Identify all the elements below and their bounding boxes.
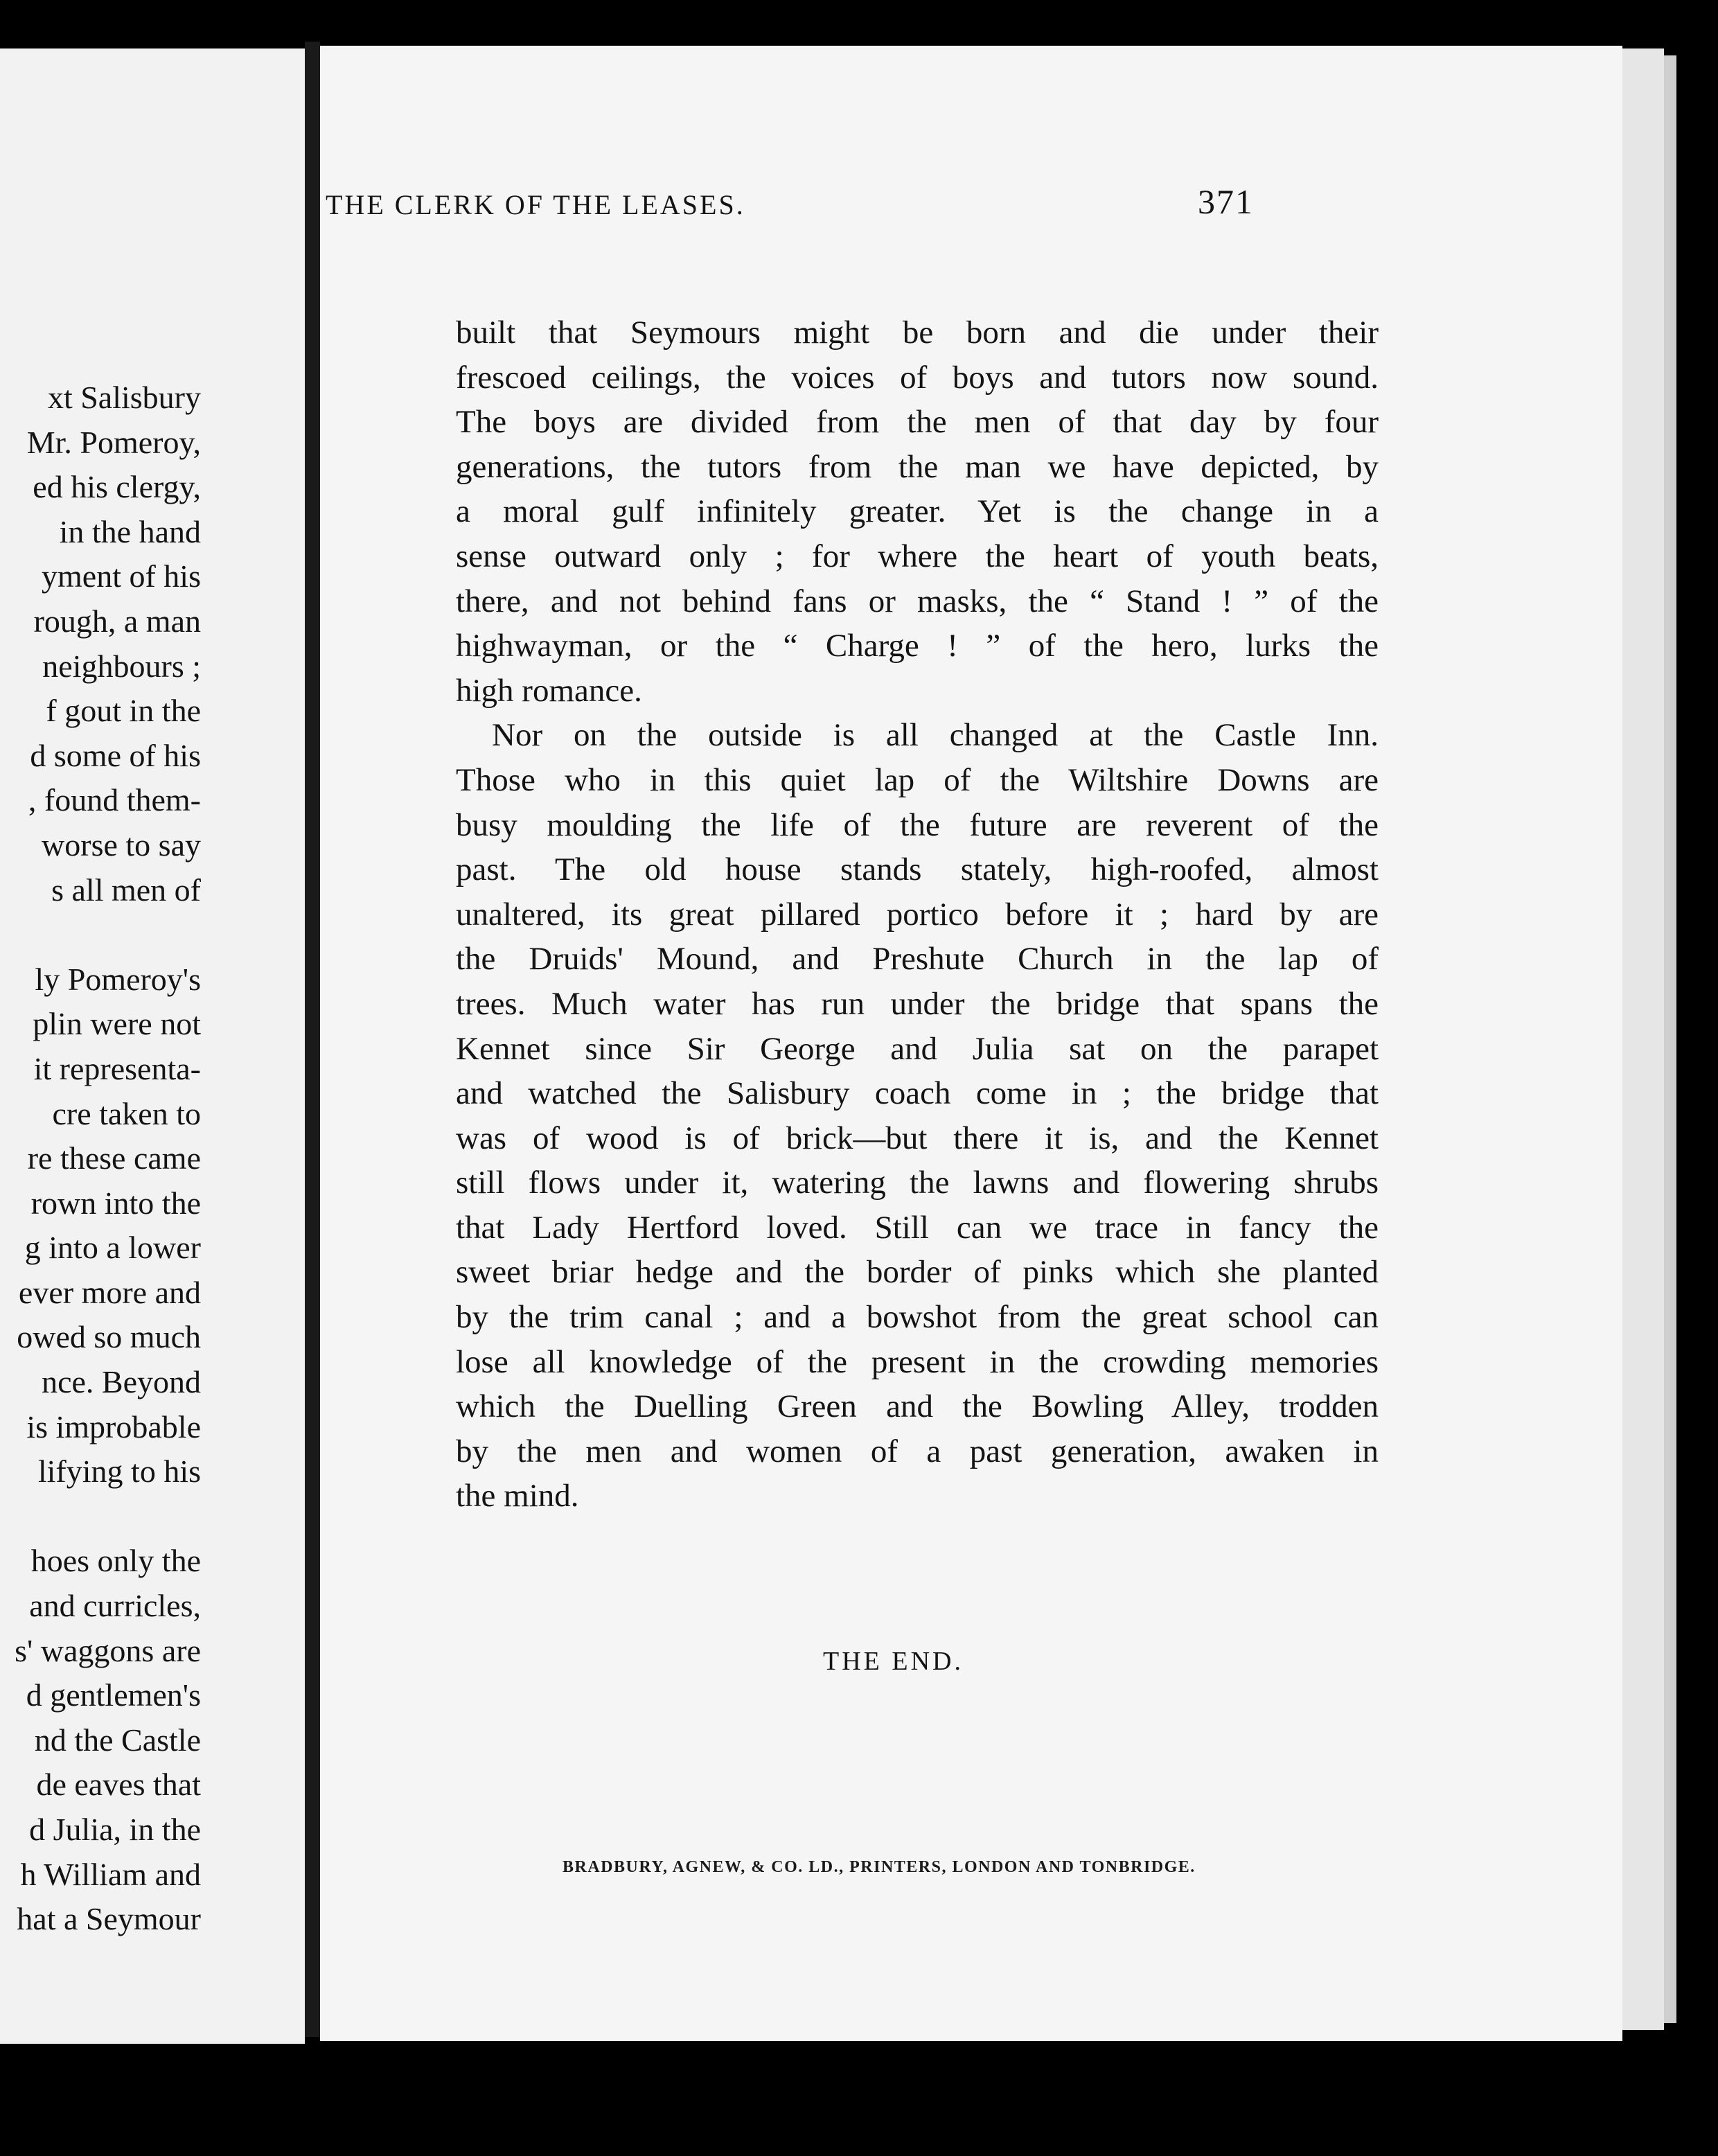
left-page-line: ever more and (18, 1274, 201, 1310)
left-page-line: d Julia, in the (29, 1812, 201, 1847)
page-edge-shadow (1664, 55, 1676, 2023)
text-line: unaltered, its great pillared portico before it ; hard by are (456, 896, 1379, 933)
text-line: still flows under it, watering the lawns and flowering shrubs (456, 1165, 1379, 1201)
left-page-line: cre taken to (52, 1095, 201, 1131)
left-page-line: re these came (27, 1140, 201, 1176)
left-page-line: plin were not (33, 1006, 201, 1042)
text-line: sense outward only ; for where the heart of youth beats, (456, 538, 1379, 574)
text-line: The boys are divided from the men of that day by four (456, 404, 1379, 441)
left-page-line: , found them- (28, 782, 201, 818)
left-page-line: nce. Beyond (42, 1364, 201, 1400)
left-page-line: rown into the (30, 1185, 201, 1221)
left-page-line: s all men of (51, 872, 201, 908)
text-line: Those who in this quiet lap of the Wiltshire Downs are (456, 761, 1379, 798)
text-line: sweet briar hedge and the border of pinks which she planted (456, 1254, 1379, 1291)
text-line: and watched the Salisbury coach come in ; the bridge that (456, 1075, 1379, 1112)
left-page-line (0, 912, 201, 957)
left-page-line: and curricles, (29, 1588, 201, 1624)
text-line: past. The old house stands stately, high-roofed, almost (456, 851, 1379, 888)
page-number: 371 (1198, 182, 1254, 221)
text-line: there, and not behind fans or masks, the “ Stand ! ” of the (456, 583, 1379, 619)
the-end-label: THE END. (823, 1647, 964, 1676)
text-line: was of wood is of brick—but there it is, and the Kennet (456, 1120, 1379, 1156)
text-line: that Lady Hertford loved. Still can we trace in fancy the (456, 1209, 1379, 1246)
running-head (326, 182, 1254, 223)
left-page-line: d gentlemen's (26, 1677, 201, 1713)
left-page-line: xt Salisbury (47, 380, 201, 415)
left-page-line: ed his clergy, (33, 469, 201, 505)
book-spine-gap (305, 42, 320, 2037)
left-page-line: owed so much (17, 1319, 201, 1355)
left-page-line: hoes only the (30, 1543, 201, 1579)
text-line: Nor on the outside is all changed at the Castle Inn. (492, 717, 1379, 754)
text-line: trees. Much water has run under the bridge that spans the (456, 985, 1379, 1022)
left-page-line: lifying to his (37, 1453, 201, 1490)
text-line: the Druids' Mound, and Preshute Church in the lap of (456, 941, 1379, 978)
text-line: frescoed ceilings, the voices of boys and tutors now sound. (456, 359, 1379, 396)
text-line: built that Seymours might be born and die under their (456, 315, 1379, 351)
text-line: a moral gulf infinitely greater. Yet is the change in a (456, 493, 1379, 530)
text-line: Kennet since Sir George and Julia sat on the parapet (456, 1030, 1379, 1067)
left-page-text (0, 375, 201, 1942)
running-title: THE CLERK OF THE LEASES. (326, 189, 745, 220)
left-page-line: ly Pomeroy's (35, 961, 201, 997)
left-page-line: hat a Seymour (17, 1901, 201, 1937)
text-line: lose all knowledge of the present in the crowding memories (456, 1343, 1379, 1380)
left-page (0, 48, 305, 2044)
left-page-line: d some of his (30, 737, 201, 773)
left-page-line: rough, a man (33, 603, 201, 639)
left-page-line (0, 1494, 201, 1539)
left-page-line: nd the Castle (34, 1722, 201, 1758)
left-page-line: is improbable (26, 1408, 201, 1444)
left-page-line: g into a lower (24, 1230, 201, 1266)
text-line: the mind. (456, 1478, 579, 1514)
text-line: highwayman, or the “ Charge ! ” of the hero, lurks the (456, 628, 1379, 664)
left-page-line: neighbours ; (42, 648, 201, 684)
text-line: generations, the tutors from the man we have depicted, by (456, 448, 1379, 485)
left-page-line: h William and (20, 1856, 201, 1892)
text-line: which the Duelling Green and the Bowling Alley, trodden (456, 1388, 1379, 1425)
left-page-line: de eaves that (36, 1767, 201, 1803)
left-page-line: Mr. Pomeroy, (26, 424, 201, 460)
left-page-line: worse to say (42, 827, 201, 863)
paragraph (456, 310, 1379, 713)
left-page-line: s' waggons are (15, 1632, 201, 1668)
left-page-line: yment of his (42, 558, 201, 594)
paragraph (456, 713, 1379, 1519)
left-page-line: in the hand (59, 513, 201, 549)
left-page-line: it representa- (33, 1050, 201, 1086)
body-text (456, 310, 1379, 1519)
page-edge (1622, 48, 1664, 2030)
text-line: by the men and women of a past generation, awaken in (456, 1433, 1379, 1469)
text-line: high romance. (456, 672, 642, 709)
printer-imprint: BRADBURY, AGNEW, & CO. LD., PRINTERS, LONDON AND TONBRIDGE. (563, 1858, 1196, 1876)
left-page-line: f gout in the (46, 693, 201, 729)
text-line: busy moulding the life of the future are reverent of the (456, 806, 1379, 843)
text-line: by the trim canal ; and a bowshot from the great school can (456, 1299, 1379, 1336)
